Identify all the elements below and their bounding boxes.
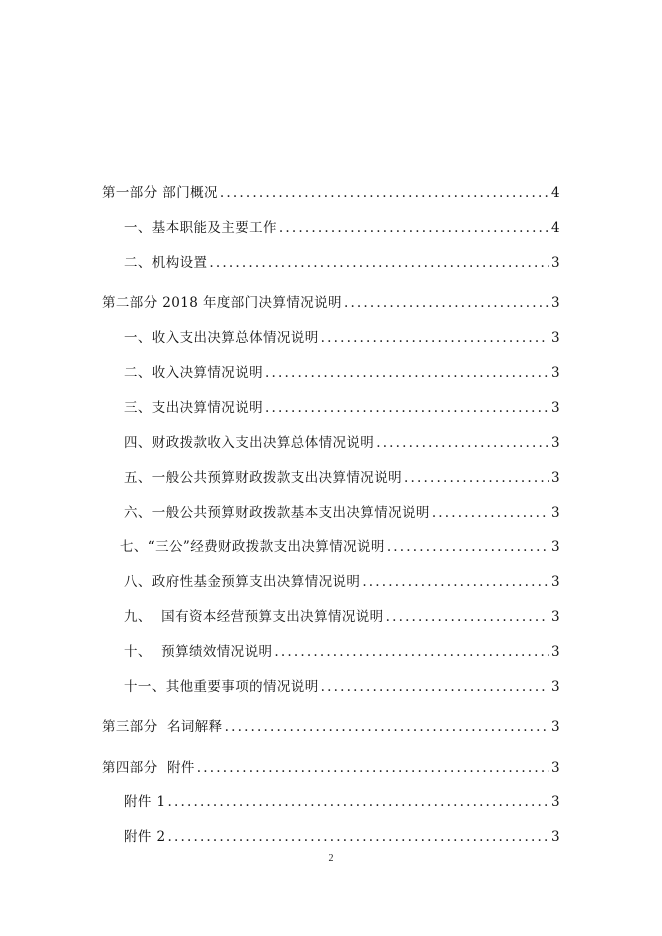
toc-dot-leader [387,536,549,559]
toc-entry-page: 3 [551,794,560,810]
toc-entry[interactable] [102,826,560,849]
toc-entry[interactable] [102,791,560,814]
toc-dot-leader [167,791,549,814]
toc-entry[interactable] [102,397,560,420]
toc-entry-label: 三、支出决算情况说明 [124,400,263,416]
toc-entry[interactable] [102,757,560,780]
toc-entry-page: 3 [551,400,560,416]
toc-dot-leader [321,676,549,699]
toc-entry-label: 一、基本职能及主要工作 [124,220,277,236]
toc-entry[interactable] [102,252,560,275]
toc-entry-label: 十、 预算绩效情况说明 [124,644,273,660]
toc-entry-label: 附件 1 [124,794,166,810]
toc-dot-leader [321,327,549,350]
toc-entry-page: 3 [551,330,560,346]
toc-entry-label: 八、政府性基金预算支出决算情况说明 [124,574,361,590]
toc-entry-label: 十一、其他重要事项的情况说明 [124,679,319,695]
toc-entry[interactable] [102,362,560,385]
toc-entry[interactable] [102,327,560,350]
toc-entry[interactable] [102,432,560,455]
toc-dot-leader [274,641,549,664]
page-number: 2 [328,853,334,864]
toc-entry-page: 3 [551,644,560,660]
toc-entry[interactable] [102,606,560,629]
toc-dot-leader [362,571,549,594]
toc-dot-leader [279,217,549,240]
toc-entry-page: 4 [551,220,560,236]
toc-entry[interactable] [102,536,560,559]
toc-entry[interactable] [102,217,560,240]
toc-entry[interactable] [102,571,560,594]
toc-dot-leader [225,716,549,739]
toc-entry-page: 3 [551,505,560,521]
toc-entry-page: 3 [551,295,560,311]
toc-entry-page: 3 [551,255,560,271]
toc-entry-label: 第四部分 附件 [102,760,195,776]
toc-entry-label: 六、一般公共预算财政拨款基本支出决算情况说明 [124,505,430,521]
toc-entry-label: 附件 2 [124,829,166,845]
toc-dot-leader [386,606,549,629]
toc-entry[interactable] [102,467,560,490]
toc-entry-label: 九、 国有资本经营预算支出决算情况说明 [124,609,384,625]
toc-entry-page: 4 [551,185,560,201]
toc-dot-leader [404,467,549,490]
toc-dot-leader [432,502,549,525]
toc-entry-page: 3 [551,365,560,381]
toc-entry-label: 第一部分 部门概况 [102,185,218,201]
toc-entry[interactable] [102,502,560,525]
toc-entry-label: 四、财政拨款收入支出决算总体情况说明 [124,435,375,451]
toc-entry-label: 第三部分 名词解释 [102,719,223,735]
toc-entry-page: 3 [551,470,560,486]
toc-entry-page: 3 [551,760,560,776]
toc-dot-leader [167,826,549,849]
toc-entry-page: 3 [551,829,560,845]
toc-entry-page: 3 [551,679,560,695]
toc-entry-page: 3 [551,609,560,625]
toc-dot-leader [209,252,549,275]
toc-dot-leader [265,362,549,385]
toc-entry-page: 3 [551,719,560,735]
toc-entry[interactable] [102,641,560,664]
toc-entry-label: 一、收入支出决算总体情况说明 [124,330,319,346]
toc-entry-label: 二、机构设置 [124,255,208,271]
toc-entry-page: 3 [551,435,560,451]
toc-dot-leader [265,397,549,420]
toc-entry-label: 五、一般公共预算财政拨款支出决算情况说明 [124,470,402,486]
toc-entry[interactable] [102,716,560,739]
toc-entry[interactable] [102,292,560,315]
toc-dot-leader [197,757,549,780]
toc-entry-label: 七、“三公”经费财政拨款支出决算情况说明 [120,539,385,555]
toc-entry-page: 3 [551,574,560,590]
toc-dot-leader [376,432,549,455]
toc-entry[interactable] [102,676,560,699]
toc-dot-leader [344,292,549,315]
toc-entry-label: 二、收入决算情况说明 [124,365,263,381]
toc-entry-label: 第二部分 2018 年度部门决算情况说明 [102,295,342,311]
toc-entry[interactable] [102,182,560,205]
toc-entry-page: 3 [551,539,560,555]
toc-dot-leader [220,182,549,205]
